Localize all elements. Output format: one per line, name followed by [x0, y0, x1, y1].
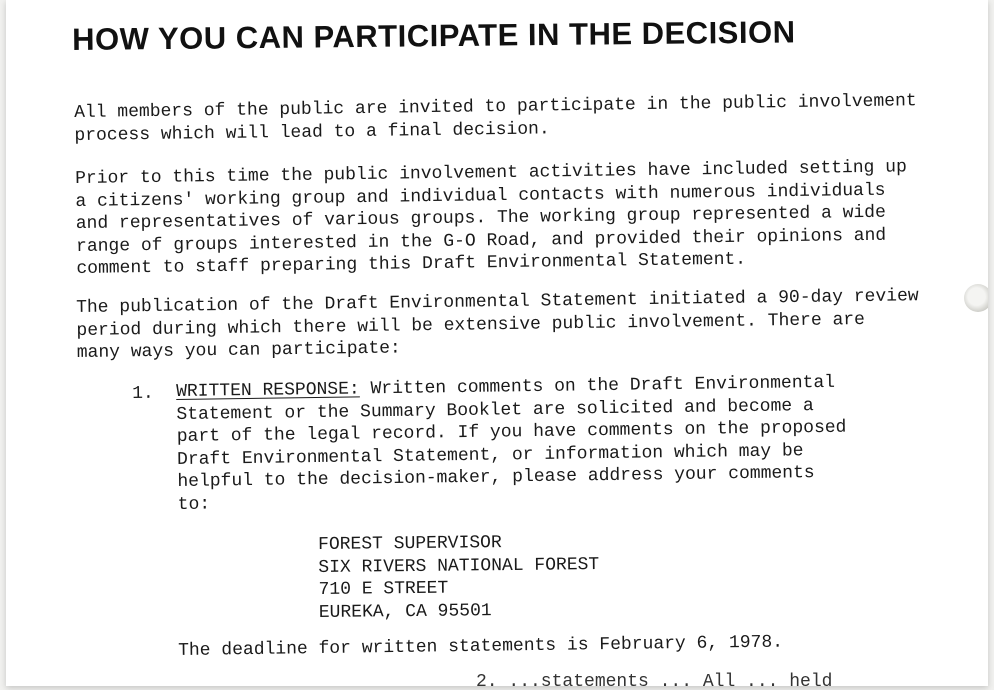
address-line: SIX RIVERS NATIONAL FOREST	[318, 554, 600, 578]
text-line: and representatives of various groups. The working group represented a wide	[75, 202, 886, 234]
paragraph-intro	[74, 90, 917, 147]
text-line: part of the legal record. If you have comments on the proposed	[176, 417, 847, 447]
text-line: comment to staff preparing this Draft Environmental Statement.	[76, 249, 747, 279]
text-line: range of groups interested in the G-O Road, and provided their opinions and	[75, 225, 887, 257]
page-title: HOW YOU CAN PARTICIPATE IN THE DECISION	[72, 14, 796, 57]
text-line: Prior to this time the public involvement activities have included setting up	[75, 157, 907, 189]
text-line: many ways you can participate:	[76, 338, 401, 363]
text-line: helpful to the decision-maker, please address your comments	[177, 463, 815, 492]
item-heading-rest: Written comments on the Draft Environmental	[359, 372, 836, 400]
item-number: 1.	[132, 383, 154, 404]
text-line: All members of the public are invited to participate in the public involvement	[74, 91, 917, 123]
punch-hole-icon	[964, 284, 988, 312]
deadline-text: The deadline for written statements is February 6, 1978.	[178, 632, 784, 661]
text-line: process which will lead to a final decision.	[74, 118, 550, 146]
text-line: The publication of the Draft Environmental Statement initiated a 90-day review	[76, 286, 919, 318]
address-line: 710 E STREET	[318, 578, 449, 600]
item-heading: WRITTEN RESPONSE:	[176, 379, 360, 402]
mailing-address	[318, 531, 600, 624]
text-line: to:	[177, 494, 211, 515]
text-line: period during which there will be extensive public involvement. There are	[76, 309, 866, 341]
document-page	[6, 0, 988, 686]
item-written-response	[176, 372, 848, 516]
paragraph-review-period	[76, 285, 919, 364]
text-line: Statement or the Summary Booklet are solicited and become a	[176, 395, 814, 425]
address-line: EUREKA, CA 95501	[318, 600, 492, 623]
address-line: FOREST SUPERVISOR	[318, 533, 502, 555]
text-line: a citizens' working group and individual contacts with numerous individuals	[75, 180, 886, 212]
paragraph-prior-activities	[75, 156, 908, 280]
text-line: Draft Environmental Statement, or information which may be	[176, 440, 804, 470]
cutoff-line: 2. ...statements ... All ... held	[476, 672, 833, 686]
